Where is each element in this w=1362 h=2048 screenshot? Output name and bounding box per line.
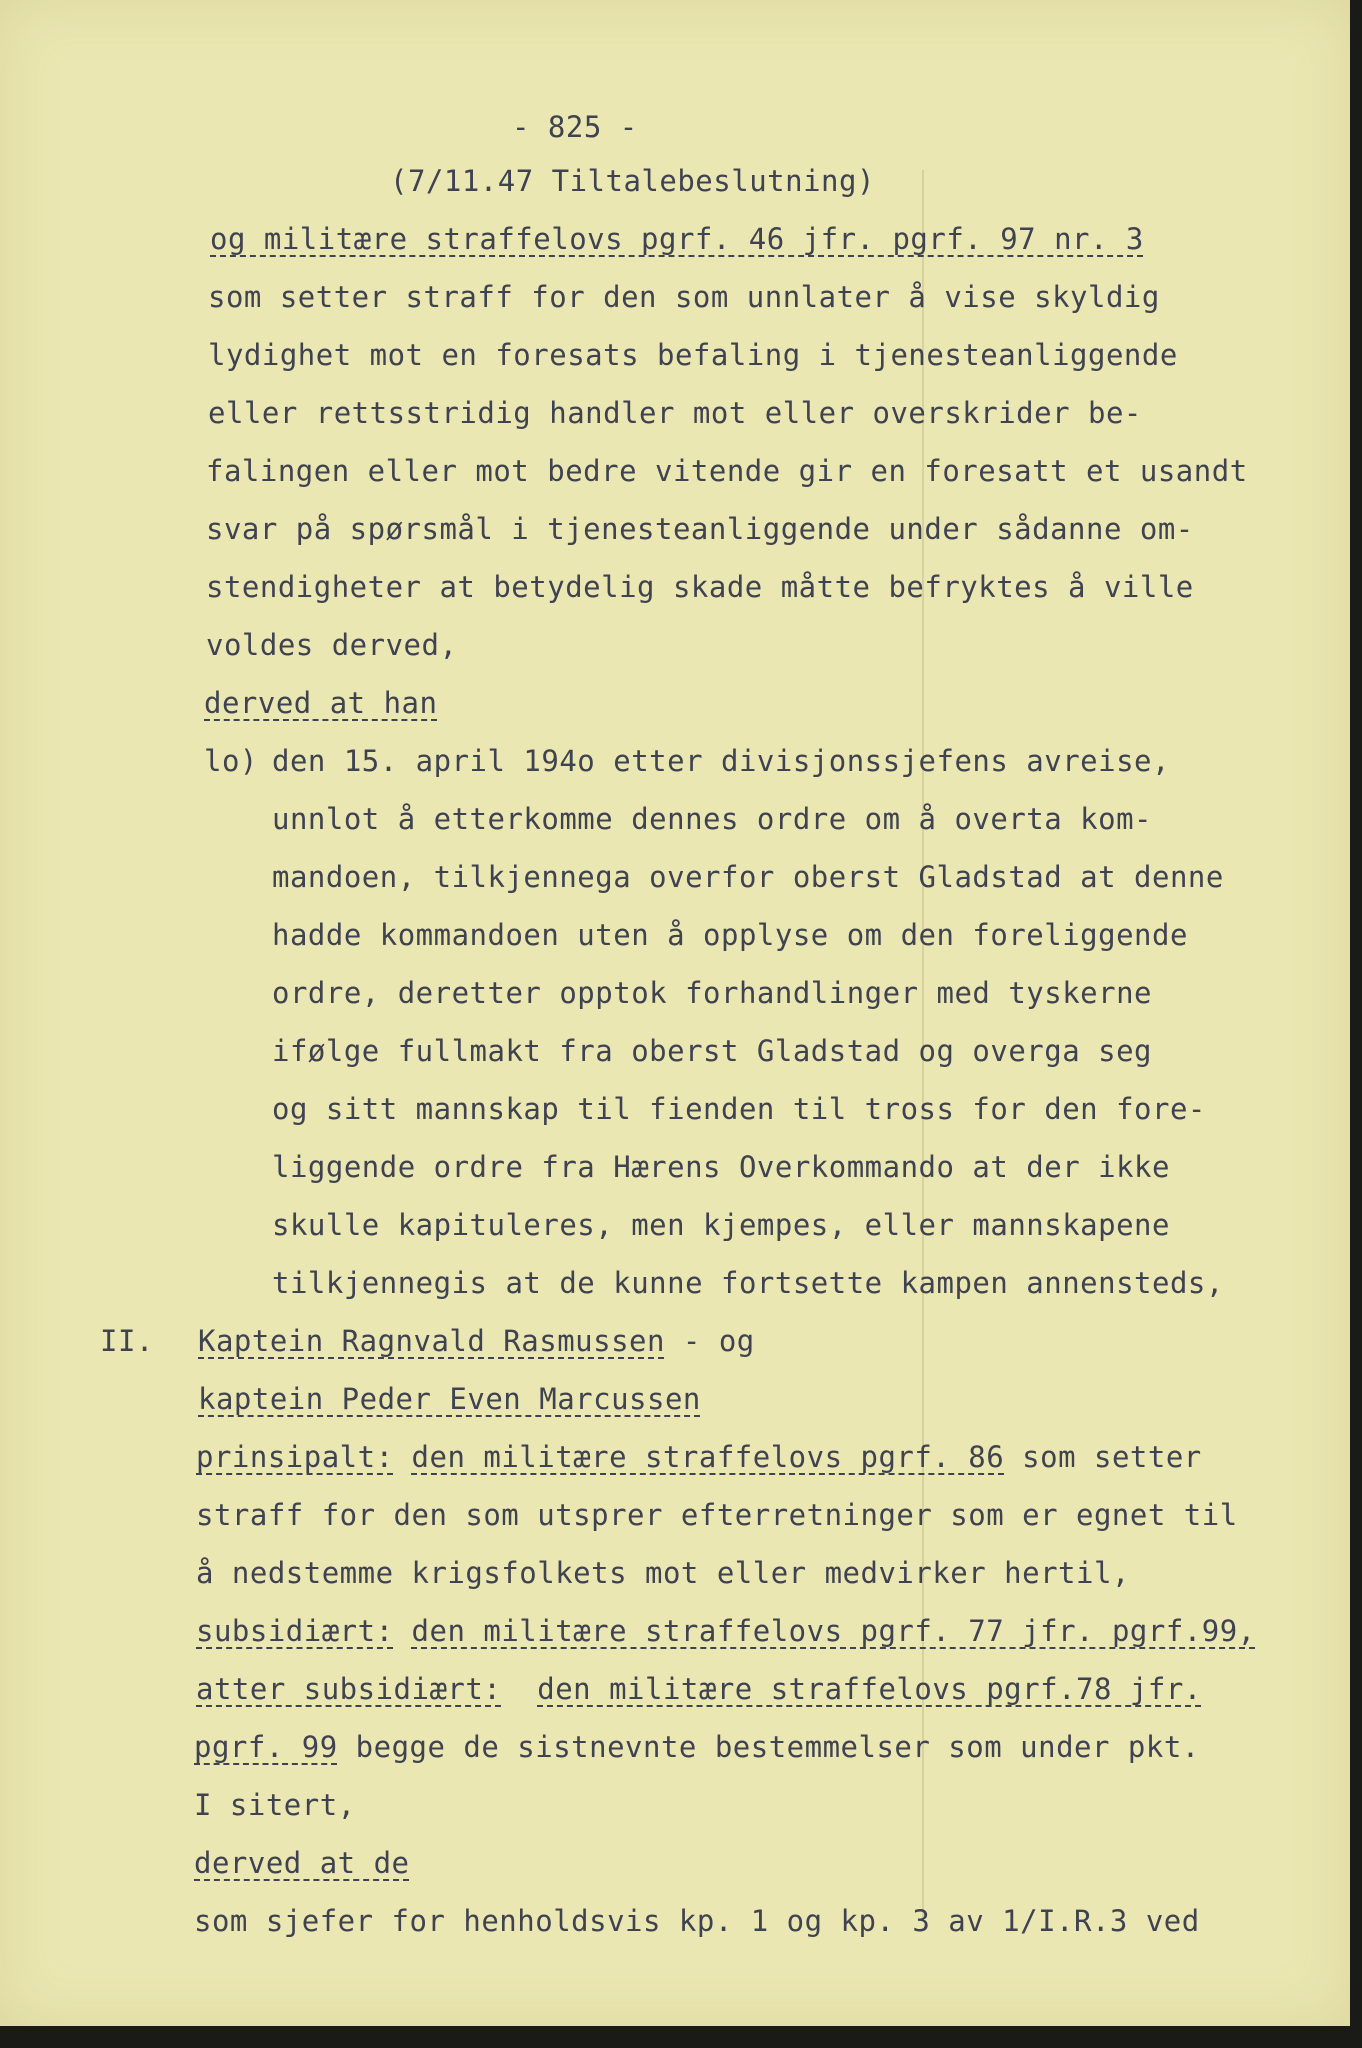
section-number: II. bbox=[100, 1324, 154, 1358]
charge-line bbox=[196, 1672, 1202, 1706]
derved-heading: derved at de bbox=[194, 1846, 410, 1880]
defendant-name: kaptein Peder Even Marcussen bbox=[198, 1382, 701, 1416]
text-line: stendigheter at betydelig skade måtte befryktes å ville bbox=[206, 570, 1194, 604]
charge-label: atter subsidiært: bbox=[196, 1672, 502, 1706]
text-line: I sitert, bbox=[194, 1788, 356, 1822]
item-text-line: mandoen, tilkjennega overfor oberst Gladstad at denne bbox=[272, 860, 1224, 894]
item-text-line: ordre, deretter opptok forhandlinger med tyskerne bbox=[272, 976, 1153, 1010]
text-line: eller rettsstridig handler mot eller overskrider be- bbox=[208, 396, 1142, 430]
item-text-line: og sitt mannskap til fienden til tross for den fore- bbox=[272, 1092, 1206, 1126]
text-fragment: - og bbox=[664, 1324, 755, 1358]
statute-reference: den militære straffelovs pgrf.78 jfr. bbox=[537, 1672, 1202, 1706]
charge-line bbox=[196, 1614, 1256, 1648]
statute-reference: den militære straffelovs pgrf. 86 bbox=[411, 1440, 1005, 1474]
text-line: falingen eller mot bedre vitende gir en foresatt et usandt bbox=[206, 454, 1248, 488]
derved-heading: derved at han bbox=[204, 686, 438, 720]
text-line: straff for den som utsprer efterretninger som er egnet til bbox=[196, 1498, 1238, 1532]
item-text-line: den 15. april 194o etter divisjonssjefens avreise, bbox=[272, 744, 1170, 778]
text-line: svar på spørsmål i tjenesteanliggende under sådanne om- bbox=[206, 512, 1194, 546]
defendant-line bbox=[198, 1324, 755, 1358]
item-text-line: unnlot å etterkomme dennes ordre om å overta kom- bbox=[272, 802, 1153, 836]
item-number: lo) bbox=[204, 744, 258, 778]
item-text-line: skulle kapituleres, men kjempes, eller mannskapene bbox=[272, 1208, 1170, 1242]
text-fragment: som setter bbox=[1004, 1440, 1202, 1474]
page-subtitle: (7/11.47 Tiltalebeslutning) bbox=[390, 164, 875, 198]
defendant-name: Kaptein Ragnvald Rasmussen bbox=[198, 1324, 665, 1358]
statute-reference: og militære straffelovs pgrf. 46 jfr. pgrf. 97 nr. 3 bbox=[210, 222, 1144, 256]
item-text-line: hadde kommandoen uten å opplyse om den foreliggende bbox=[272, 918, 1188, 952]
text-line: lydighet mot en foresats befaling i tjenesteanliggende bbox=[208, 338, 1178, 372]
charge-label: prinsipalt: bbox=[196, 1440, 394, 1474]
text-line: voldes derved, bbox=[206, 628, 458, 662]
statute-reference: pgrf. 99 bbox=[194, 1730, 338, 1764]
text-line: å nedstemme krigsfolkets mot eller medvirker hertil, bbox=[196, 1556, 1130, 1590]
item-text-line: tilkjennegis at de kunne fortsette kampen annensteds, bbox=[272, 1266, 1224, 1300]
text-line: som setter straff for den som unnlater å vise skyldig bbox=[208, 280, 1160, 314]
charge-label: subsidiært: bbox=[196, 1614, 394, 1648]
page-number: - 825 - bbox=[512, 110, 638, 144]
statute-reference: den militære straffelovs pgrf. 77 jfr. pgrf.99, bbox=[411, 1614, 1256, 1648]
item-text-line: liggende ordre fra Hærens Overkommando at der ikke bbox=[272, 1150, 1170, 1184]
item-text-line: ifølge fullmakt fra oberst Gladstad og overga seg bbox=[272, 1034, 1153, 1068]
text-line: som sjefer for henholdsvis kp. 1 og kp. 3 av 1/I.R.3 ved bbox=[194, 1904, 1200, 1938]
text-fragment: begge de sistnevnte bestemmelser som under pkt. bbox=[337, 1730, 1200, 1764]
text-line bbox=[194, 1730, 1200, 1764]
charge-line bbox=[196, 1440, 1202, 1474]
